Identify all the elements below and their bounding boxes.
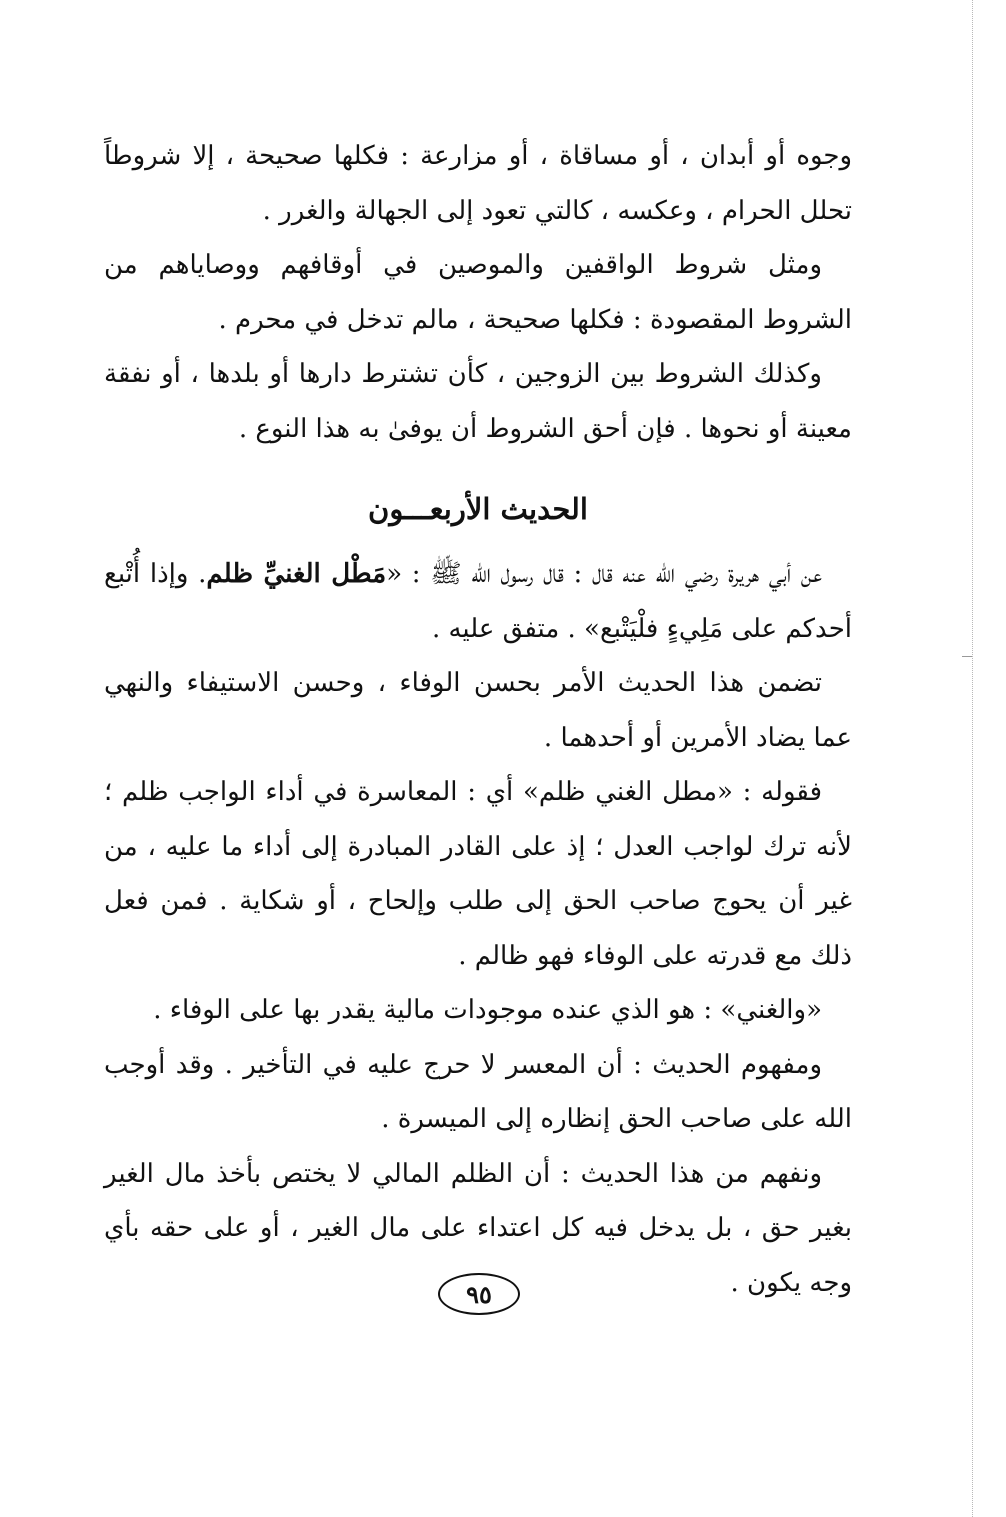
bottom-text-block [104, 547, 852, 1310]
section-heading: الحديث الأربعـــون [368, 492, 588, 526]
page-number: ٩٥ [466, 1279, 492, 1309]
hadith-text-bold: مَطْل الغنيِّ ظلم [206, 559, 387, 589]
top-text-block [104, 129, 852, 456]
hadith-text-rest: . وإذا أُتْبع أحدكم على مَلِيءٍ فلْيَتْبع» . متفق عليه . [104, 559, 852, 644]
paragraph-conditions-spouses: وكذلك الشروط بين الزوجين ، كأن تشترط دارها أو بلدها ، أو نفقة معينة أو نحوها . فإن أحق الشروط أن يوفىٰ به هذا النوع . [104, 359, 852, 444]
hadith-paragraph [104, 547, 852, 656]
paragraph-explanation: فقوله : «مطل الغني ظلم» أي : المعاسرة في أداء الواجب ظلم ؛ لأنه ترك لواجب العدل ؛ إذ على القادر المبادرة إلى أداء ما عليه ، من غير أن يحوج صاحب الحق إلى طلب وإلحاح ، أو شكاية . فمن فعل ذلك مع قدرته على الوفاء فهو ظالم . [104, 777, 852, 971]
right-margin-rule [972, 0, 973, 1517]
hadith-intro: عن أبي هريرة رضي الله عنه قال : قال رسول الله ﷺ : « [386, 559, 823, 589]
page-number-oval [438, 1273, 520, 1315]
paragraph-insolvent: ومفهوم الحديث : أن المعسر لا حرج عليه في التأخير . وقد أوجب الله على صاحب الحق إنظاره إلى الميسرة . [104, 1049, 852, 1134]
margin-tick-mark [962, 656, 972, 657]
paragraph-hadith-meaning: تضمن هذا الحديث الأمر بحسن الوفاء ، وحسن الاستيفاء والنهي عما يضاد الأمرين أو أحدهما . [104, 668, 852, 753]
paragraph-conditions-endowments: ومثل شروط الواقفين والموصين في أوقافهم ووصاياهم من الشروط المقصودة : فكلها صحيحة ، مالم تدخل في محرم . [104, 250, 852, 335]
paragraph-conditions-partnership: وجوه أو أبدان ، أو مساقاة ، أو مزارعة : فكلها صحيحة ، إلا شروطاً تحلل الحرام ، وعكسه ، كالتي تعود إلى الجهالة والغرر . [104, 141, 852, 226]
paragraph-definition-rich: «والغني» : هو الذي عنده موجودات مالية يقدر بها على الوفاء . [153, 995, 822, 1025]
paragraph-financial-injustice: ونفهم من هذا الحديث : أن الظلم المالي لا يختص بأخذ مال الغير بغير حق ، بل يدخل فيه كل اعتداء على مال الغير ، أو على حقه بأي وجه يكون . [104, 1158, 852, 1298]
